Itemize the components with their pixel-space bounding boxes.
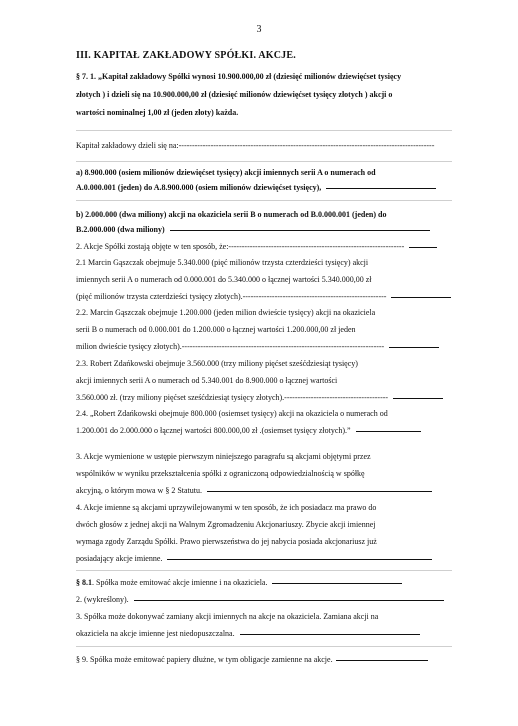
fill-line — [170, 230, 430, 231]
fill-line — [240, 634, 420, 635]
paragraph-9-line: § 9. Spółka może emitować papiery dłużne, w tym obligacje zamienne na akcje. — [76, 655, 428, 665]
separator-line — [76, 161, 452, 162]
fill-line — [393, 398, 443, 399]
point-2-3-line-1: 2.3. Robert Zdańkowski obejmuje 3.560.000 (trzy miliony pięćset sześćdziesiąt tysięcy) — [76, 359, 358, 368]
page-number: 3 — [256, 24, 262, 35]
paragraph-7-line-3: wartości nominalnej 1,00 zł (jeden złoty) każda. — [76, 108, 239, 117]
point-3-line-2: wspólników w wyniku przekształcenia spółki z ograniczoną odpowiedzialnością w spółkę — [76, 469, 365, 478]
item-b-line-1: b) 2.000.000 (dwa miliony) akcji na okaziciela serii B o numerach od B.0.000.001 (jeden) do — [76, 210, 387, 219]
item-b-line-2: B.2.000.000 (dwa miliony) — [76, 225, 430, 235]
fill-line — [207, 491, 432, 492]
fill-line — [389, 347, 439, 348]
point-3-line-3: akcyjną, o którym mowa w § 2 Statutu. — [76, 486, 432, 496]
paragraph-7-line-2: złotych ) i dzieli się na 10.900.000,00 zł (dziesięć milionów dziewięćset tysięcy złotych ) akcji o — [76, 90, 393, 99]
point-2-3-line-2: akcji imiennych serii A o numerach od 5.340.001 do 8.900.000 o łącznej wartości — [76, 376, 338, 385]
fill-line — [134, 600, 444, 601]
point-2-3-line-3: 3.560.000 zł. (trzy miliony pięćset sześćdziesiąt tysięcy złotych).--------------------------------------- — [76, 393, 443, 403]
point-4-line-4: posiadający akcje imienne. — [76, 554, 432, 564]
paragraph-8-line-2: 2. (wykreślony). — [76, 595, 444, 605]
paragraph-8-line-4: okaziciela na akcje imienne jest niedopuszczalna. — [76, 629, 420, 639]
point-2-1-line-3: (pięć milionów trzysta czterdzieści tysięcy złotych).------------------------------------------------------ — [76, 292, 451, 302]
item-a-line-2: A.0.000.001 (jeden) do A.8.900.000 (osiem milionów dziewięćset tysięcy), — [76, 183, 436, 193]
point-2-4-line-2: 1.200.001 do 2.000.000 o łącznej wartości 800.000,00 zł .(osiemset tysięcy złotych).” — [76, 426, 421, 436]
point-3-line-1: 3. Akcje wymienione w ustępie pierwszym niniejszego paragrafu są akcjami objętymi przez — [76, 452, 371, 461]
paragraph-8-line-1: § 8.1. Spółka może emitować akcje imienne i na okaziciela. — [76, 578, 402, 588]
separator-line — [76, 200, 452, 201]
fill-line — [167, 559, 432, 560]
separator-line — [76, 646, 452, 647]
point-4-line-1: 4. Akcje imienne są akcjami uprzywilejowanymi w ten sposób, że ich posiadacz ma prawo do — [76, 503, 377, 512]
fill-line — [356, 431, 421, 432]
separator-line — [76, 570, 452, 571]
point-2-1-line-1: 2.1 Marcin Gąszczak obejmuje 5.340.000 (pięć milionów trzysta czterdzieści tysięcy) akcji — [76, 258, 369, 267]
point-2-line: 2. Akcje Spółki zostają objęte w ten sposób, że:------------------------------------------------------------------ — [76, 242, 437, 252]
fill-line — [326, 188, 436, 189]
fill-line — [409, 247, 437, 248]
point-4-line-2: dwóch głosów z jednej akcji na Walnym Zgromadzeniu Akcjonariuszy. Zbycie akcji imiennej — [76, 520, 376, 529]
point-2-2-line-3: milion dwieście tysięcy złotych).---------------------------------------------------------------------------- — [76, 342, 439, 352]
fill-line — [272, 583, 402, 584]
point-2-2-line-2: serii B o numerach od 0.000.001 do 1.200.000 o łącznej wartości 1.200.000,00 zł jeden — [76, 325, 356, 334]
point-4-line-3: wymaga zgody Zarządu Spółki. Prawo pierwszeństwa do jej nabycia posiada akcjonariusz już — [76, 537, 377, 546]
fill-line — [336, 660, 428, 661]
paragraph-7-line-1: § 7. 1. „Kapitał zakładowy Spółki wynosi 10.900.000,00 zł (dziesięć milionów dziewięćset tysięcy — [76, 72, 402, 81]
point-2-1-line-2: imiennych serii A o numerach od 0.000.001 do 5.340.000 o łącznej wartości 5.340.000,00 zł — [76, 275, 372, 284]
fill-line — [391, 297, 451, 298]
paragraph-8-line-3: 3. Spółka może dokonywać zamiany akcji imiennych na akcje na okaziciela. Zamiana akcji na — [76, 612, 379, 621]
point-2-2-line-1: 2.2. Marcin Gąszczak obejmuje 1.200.000 (jeden milion dwieście tysięcy) akcji na okaziciela — [76, 308, 376, 317]
capital-divided-line: Kapitał zakładowy dzieli się na:------------------------------------------------------------------------------------------------ — [76, 141, 435, 150]
section-heading: III. KAPITAŁ ZAKŁADOWY SPÓŁKI. AKCJE. — [76, 50, 296, 61]
point-2-4-line-1: 2.4. „Robert Zdańkowski obejmuje 800.000 (osiemset tysięcy) akcji na okaziciela o numerach od — [76, 409, 388, 418]
item-a-line-1: a) 8.900.000 (osiem milionów dziewięćset tysięcy) akcji imiennych serii A o numerach od — [76, 168, 376, 177]
separator-line — [76, 130, 452, 131]
